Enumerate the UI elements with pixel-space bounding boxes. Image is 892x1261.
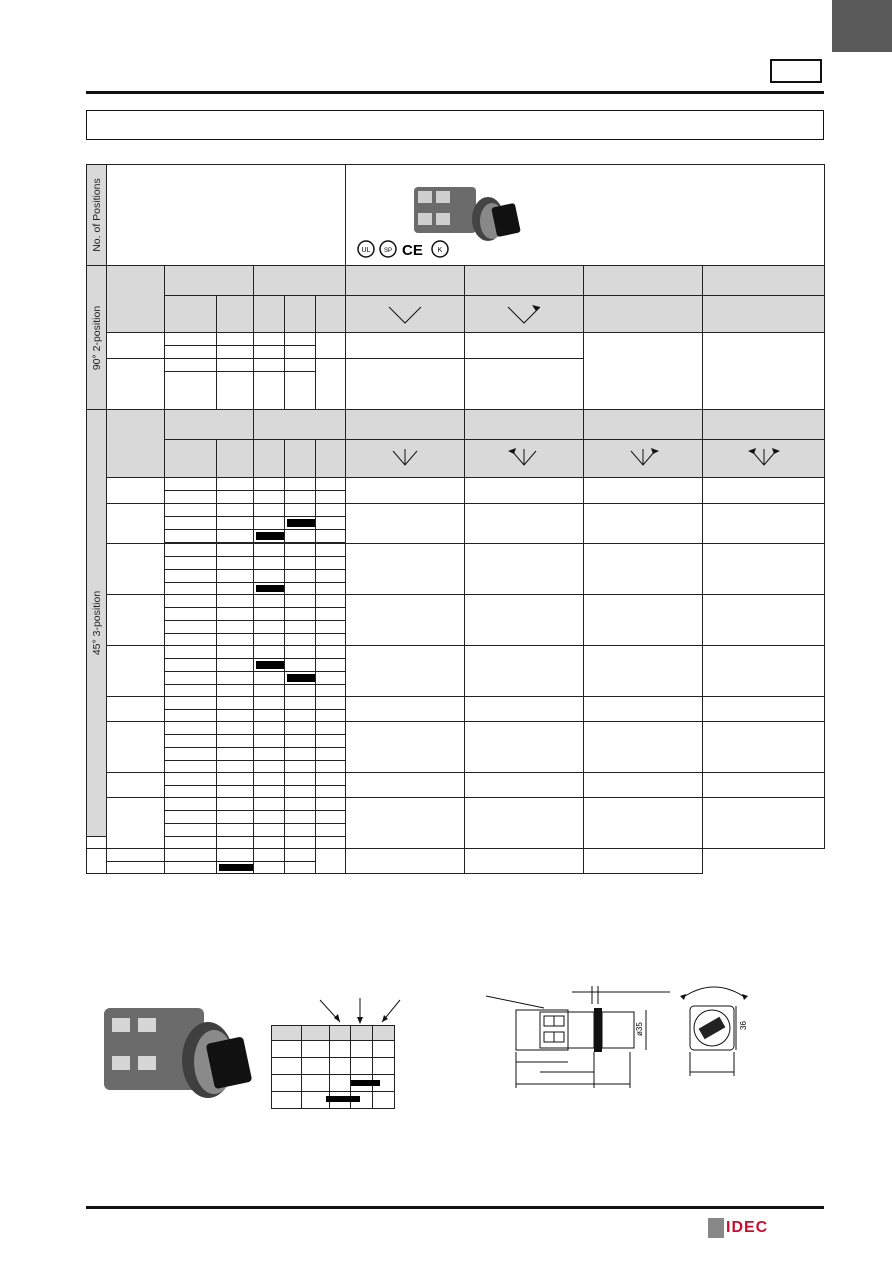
contact-arrangement-table [271, 1025, 395, 1109]
contact-bar [254, 583, 285, 595]
three-position-both-return-icon [734, 445, 794, 471]
specification-table [86, 164, 825, 874]
page-number-box [770, 59, 822, 83]
positions-header-cell [87, 165, 107, 266]
header-cell [285, 296, 316, 333]
ninety-two-position-label: 90° 2-position [90, 305, 103, 370]
section-title-box [86, 110, 824, 140]
certification-marks [356, 239, 452, 261]
operator-position-diagram [465, 296, 584, 333]
logo-text: IDEC [726, 1219, 769, 1236]
operator-position-diagram [465, 440, 584, 478]
header-cell [217, 296, 254, 333]
svg-text:UL: UL [361, 247, 371, 254]
operator-position-diagram [346, 296, 465, 333]
header-cell [703, 266, 825, 296]
contact-bar [254, 659, 285, 672]
contact-bar [217, 862, 254, 874]
front-view-drawing [676, 980, 756, 1080]
fortyfive-three-position-label: 45° 3-position [90, 590, 103, 656]
svg-text:CE: CE [402, 242, 423, 259]
header-cell [254, 266, 346, 296]
kc-icon [432, 241, 448, 257]
operator-position-diagram [584, 440, 703, 478]
svg-text:SP: SP [384, 248, 393, 254]
three-position-icon [375, 445, 435, 471]
corner-tab [832, 0, 892, 52]
height-dimension: 36 [739, 1021, 748, 1030]
csa-icon [380, 241, 396, 257]
operator-position-diagram [703, 440, 825, 478]
v-return-arrow-icon [494, 301, 554, 325]
header-cell [584, 266, 703, 296]
logo-mark-icon [708, 1218, 724, 1238]
header-cell [316, 296, 346, 333]
ul-icon [358, 241, 374, 257]
header-cell [107, 266, 165, 333]
row-label-cell [107, 333, 165, 359]
three-position-left-return-icon [494, 445, 554, 471]
position-arrows [300, 996, 430, 1028]
header-cell [165, 296, 217, 333]
header-cell [165, 410, 254, 440]
idec-logo [708, 1218, 778, 1238]
header-cell [584, 296, 703, 333]
header-cell [254, 296, 285, 333]
ninety-degree-side-cell [87, 266, 107, 410]
header-blank-cell [107, 165, 346, 266]
diameter-dimension: ø35 [635, 1022, 644, 1036]
operator-position-diagram [346, 440, 465, 478]
header-cell [346, 266, 465, 296]
v-position-icon [375, 301, 435, 325]
no-of-positions-label: No. of Positions [90, 178, 103, 252]
row-label-cell [107, 359, 165, 410]
header-cell [165, 266, 254, 296]
top-rule [86, 91, 824, 94]
svg-text:K: K [437, 247, 443, 254]
bottom-rule [86, 1206, 824, 1209]
header-cell [703, 296, 825, 333]
contact-bar [285, 672, 316, 685]
side-view-drawing [484, 982, 674, 1092]
ce-icon [402, 242, 423, 259]
product-image-cell [346, 165, 825, 266]
header-cell [465, 266, 584, 296]
product-photo [98, 1000, 263, 1110]
fortyfive-degree-side-cell [87, 410, 107, 837]
three-position-right-return-icon [613, 445, 673, 471]
header-cell [107, 410, 165, 478]
header-cell [254, 410, 346, 440]
contact-bar [285, 517, 316, 530]
contact-bar [254, 530, 285, 543]
